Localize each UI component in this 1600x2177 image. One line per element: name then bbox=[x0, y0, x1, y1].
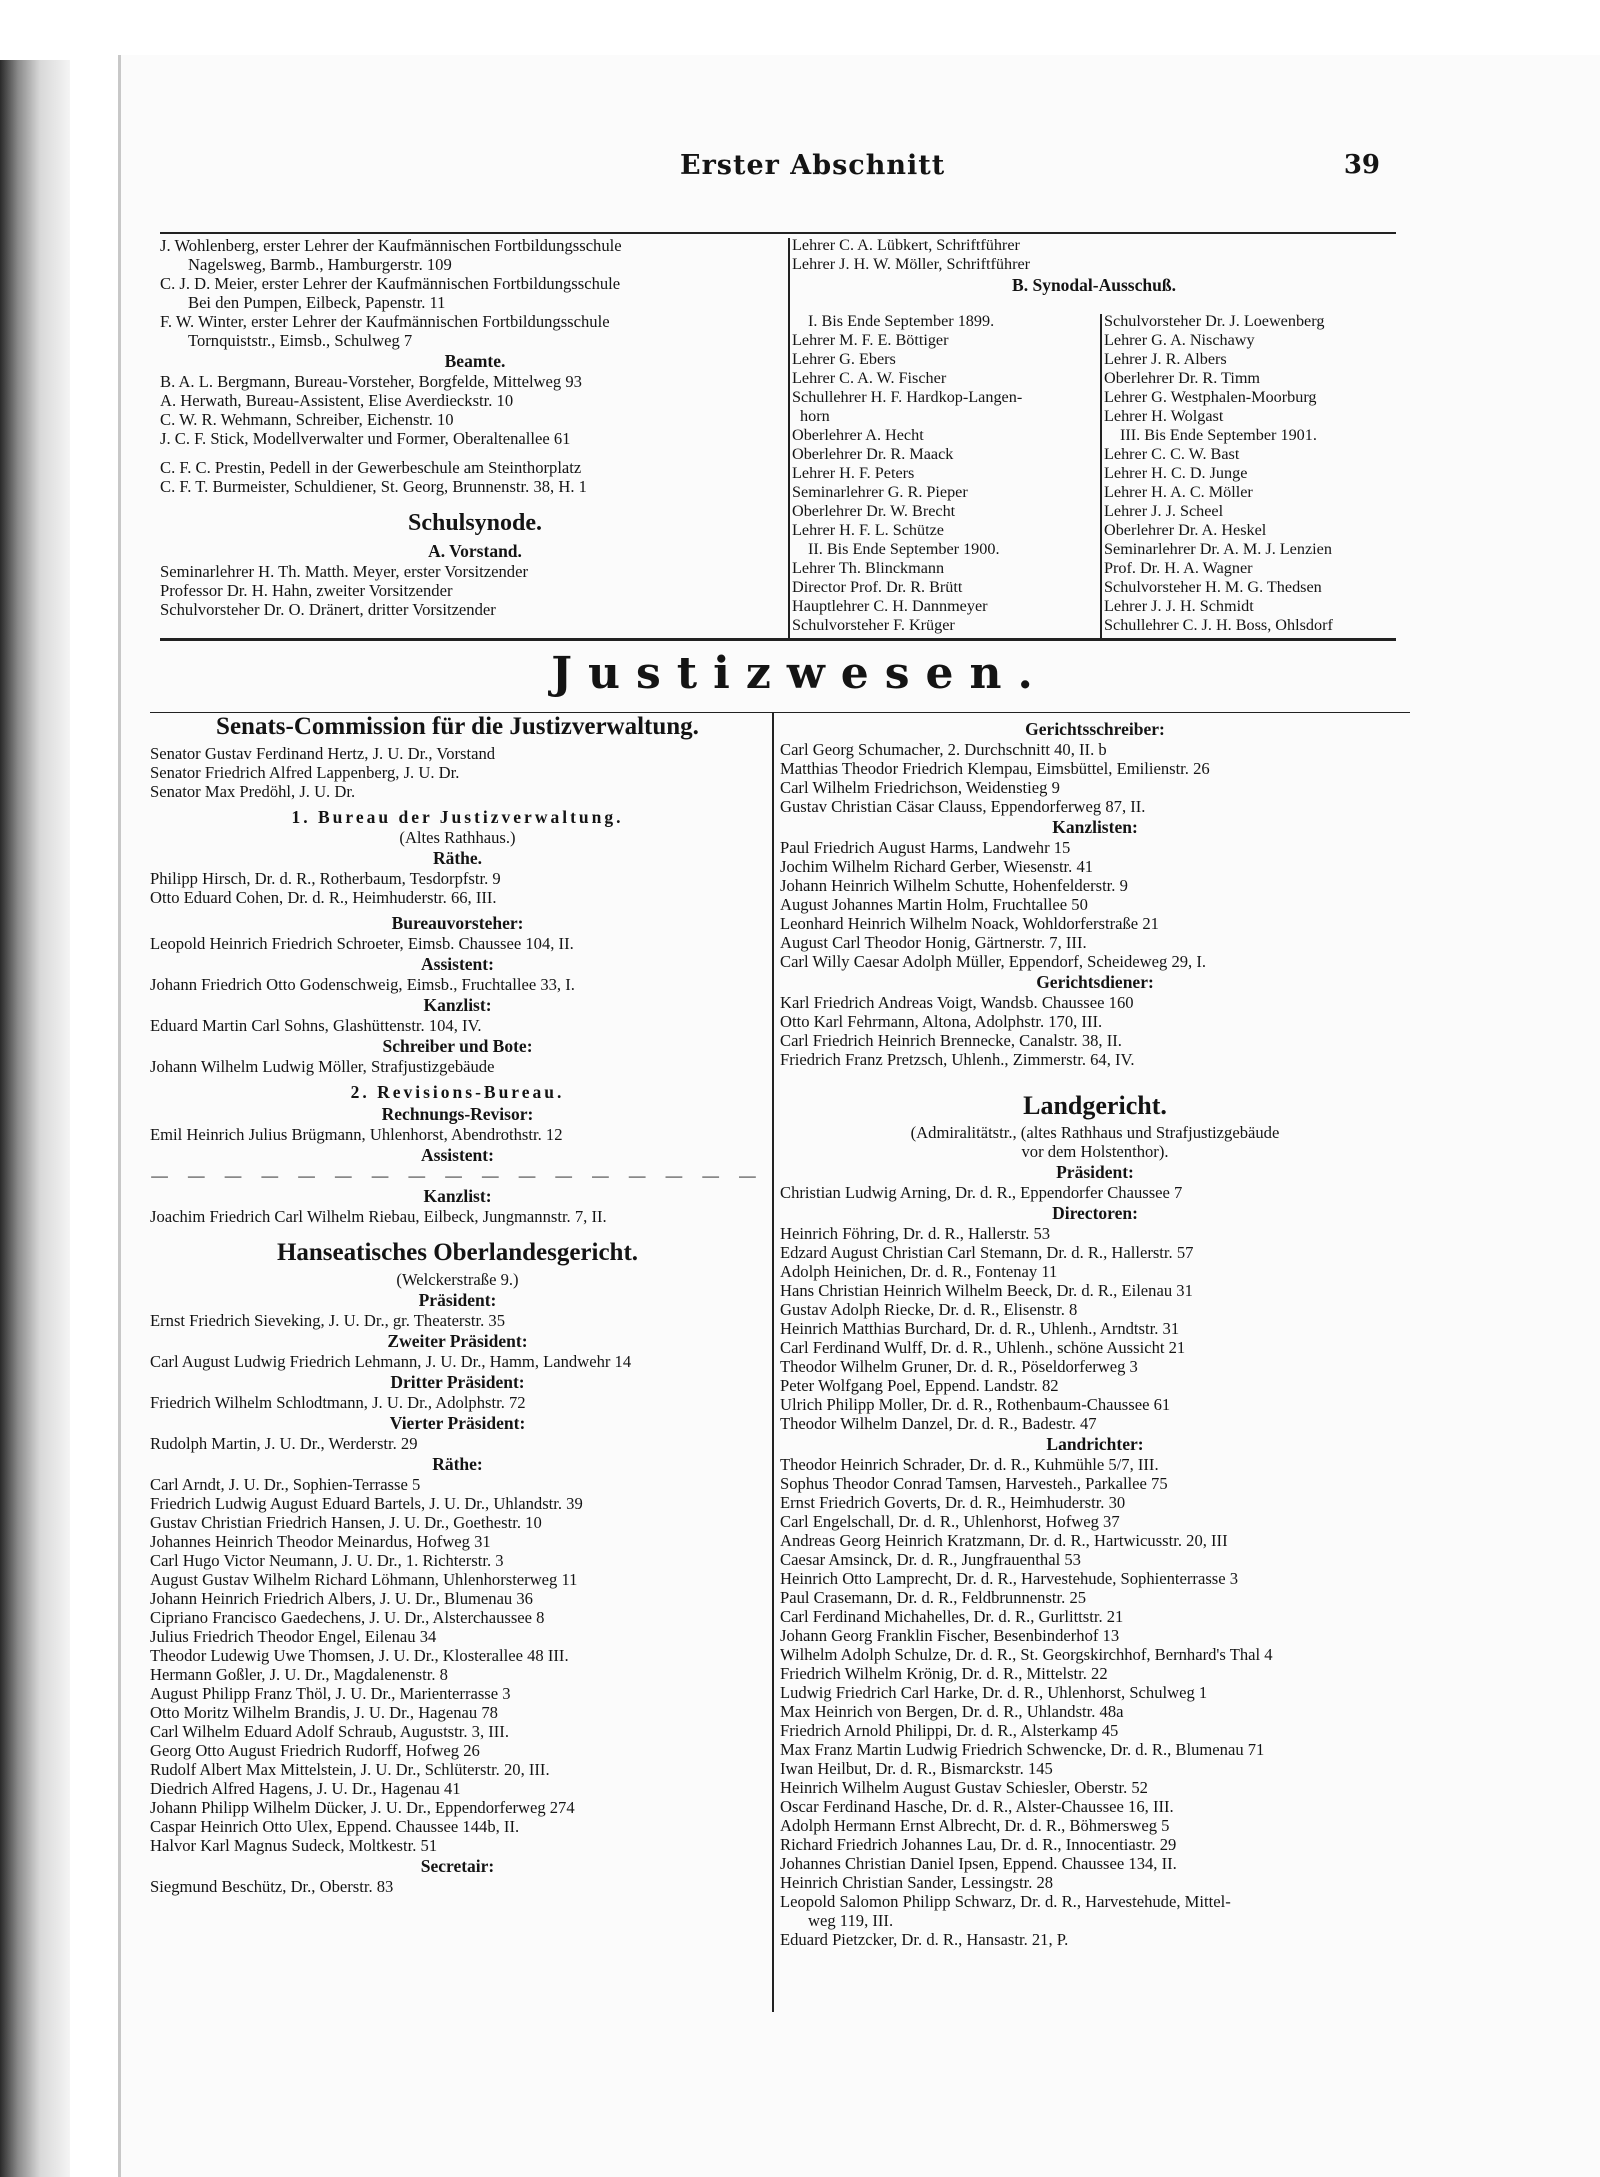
text-line: Oberlehrer Dr. A. Heskel bbox=[1104, 521, 1267, 539]
text-line: Leonhard Heinrich Wilhelm Noack, Wohldorferstraße 21 bbox=[780, 914, 1159, 933]
text-line: Senator Gustav Ferdinand Hertz, J. U. Dr., Vorstand bbox=[150, 744, 496, 763]
text-line: Adolph Hermann Ernst Albrecht, Dr. d. R., Böhmersweg 5 bbox=[780, 1816, 1170, 1835]
text-line: Leopold Heinrich Friedrich Schroeter, Eimsb. Chaussee 104, II. bbox=[150, 934, 574, 953]
text-line: Friedrich Ludwig August Eduard Bartels, J. U. Dr., Uhlandstr. 39 bbox=[150, 1494, 583, 1513]
text-line: Cipriano Francisco Gaedechens, J. U. Dr., Alsterchaussee 8 bbox=[150, 1608, 545, 1627]
heading-oberlandesgericht: Hanseatisches Oberlandesgericht. bbox=[276, 1239, 639, 1266]
heading-assistent: Assistent: bbox=[421, 1145, 494, 1165]
text-line: vor dem Holstenthor). bbox=[1021, 1142, 1169, 1161]
heading-landrichter: Landrichter: bbox=[1046, 1434, 1144, 1454]
heading-raethe: Räthe. bbox=[432, 848, 483, 868]
text-line: Senator Max Predöhl, J. U. Dr. bbox=[150, 782, 356, 801]
scan-page-edge bbox=[0, 60, 70, 2177]
heading-vorstand: A. Vorstand. bbox=[428, 541, 522, 561]
text-line: Otto Eduard Cohen, Dr. d. R., Heimhuderstr. 66, III. bbox=[150, 888, 497, 907]
section-banner-justizwesen: Justizwesen. bbox=[551, 648, 1049, 699]
text-line: A. Herwath, Bureau-Assistent, Elise Averdieckstr. 10 bbox=[160, 391, 514, 410]
text-line: Seminarlehrer H. Th. Matth. Meyer, erster Vorsitzender bbox=[160, 562, 528, 581]
text-line: Johann Friedrich Otto Godenschweig, Eimsb., Fruchtallee 33, I. bbox=[150, 975, 575, 994]
text-line: Lehrer J. J. Scheel bbox=[1104, 502, 1224, 520]
text-line: Johann Heinrich Friedrich Albers, J. U. Dr., Blumenau 36 bbox=[150, 1589, 533, 1608]
text-line: B. A. L. Bergmann, Bureau-Vorsteher, Borgfelde, Mittelweg 93 bbox=[160, 372, 582, 391]
text-line: August Carl Theodor Honig, Gärtnerstr. 7, III. bbox=[780, 933, 1087, 952]
text-line: C. W. R. Wehmann, Schreiber, Eichenstr. 10 bbox=[160, 410, 454, 429]
text-line: Halvor Karl Magnus Sudeck, Moltkestr. 51 bbox=[150, 1836, 438, 1855]
text-line: Nagelsweg, Barmb., Hamburgerstr. 109 bbox=[188, 255, 452, 274]
heading-lg-praesident: Präsident: bbox=[1056, 1162, 1134, 1182]
text-line: Prof. Dr. H. A. Wagner bbox=[1104, 559, 1253, 577]
text-line: Lehrer G. Westphalen-Moorburg bbox=[1104, 388, 1317, 406]
column-divider bbox=[1100, 314, 1102, 640]
text-line: Eduard Martin Carl Sohns, Glashüttenstr. 104, IV. bbox=[150, 1016, 482, 1035]
text-line: Carl Georg Schumacher, 2. Durchschnitt 40, II. b bbox=[780, 740, 1107, 759]
text-line: Oberlehrer A. Hecht bbox=[792, 426, 924, 444]
text-line: Jochim Wilhelm Richard Gerber, Wiesenstr. 41 bbox=[780, 857, 1094, 876]
text-line: Oscar Ferdinand Hasche, Dr. d. R., Alster-Chaussee 16, III. bbox=[780, 1797, 1174, 1816]
text-line: J. C. F. Stick, Modellverwalter und Former, Oberaltenallee 61 bbox=[160, 429, 571, 448]
heading-beamte: Beamte. bbox=[444, 351, 506, 371]
text-line: F. W. Winter, erster Lehrer der Kaufmännischen Fortbildungsschule bbox=[160, 312, 610, 331]
text-line: August Philipp Franz Thöl, J. U. Dr., Marienterrasse 3 bbox=[150, 1684, 511, 1703]
text-line: Johann Wilhelm Ludwig Möller, Strafjustizgebäude bbox=[150, 1057, 495, 1076]
text-line: Edzard August Christian Carl Stemann, Dr. d. R., Hallerstr. 57 bbox=[780, 1243, 1194, 1262]
text-line: Rudolf Albert Max Mittelstein, J. U. Dr., Schlüterstr. 20, III. bbox=[150, 1760, 550, 1779]
text-line: Matthias Theodor Friedrich Klempau, Eimsbüttel, Emilienstr. 26 bbox=[780, 759, 1210, 778]
text-line: Seminarlehrer Dr. A. M. J. Lenzien bbox=[1104, 540, 1332, 558]
text-line: Otto Moritz Wilhelm Brandis, J. U. Dr., Hagenau 78 bbox=[150, 1703, 498, 1722]
text-line: Director Prof. Dr. R. Brütt bbox=[792, 578, 963, 596]
text-line: Ludwig Friedrich Carl Harke, Dr. d. R., Uhlenhorst, Schulweg 1 bbox=[780, 1683, 1208, 1702]
text-line: Lehrer J. R. Albers bbox=[1104, 350, 1227, 368]
text-line: Carl Wilhelm Eduard Adolf Schraub, Auguststr. 3, III. bbox=[150, 1722, 509, 1741]
text-line: Max Franz Martin Ludwig Friedrich Schwencke, Dr. d. R., Blumenau 71 bbox=[780, 1740, 1265, 1759]
running-head bbox=[160, 150, 1380, 182]
text-line: Gustav Adolph Riecke, Dr. d. R., Elisenstr. 8 bbox=[780, 1300, 1078, 1319]
heading-kanzlisten: Kanzlisten: bbox=[1052, 817, 1138, 837]
text-line: Paul Friedrich August Harms, Landwehr 15 bbox=[780, 838, 1071, 857]
heading-revisions-bureau: 2. Revisions-Bureau. bbox=[350, 1082, 565, 1102]
text-line: (Welckerstraße 9.) bbox=[396, 1270, 519, 1289]
text-line: Adolph Heinichen, Dr. d. R., Fontenay 11 bbox=[780, 1262, 1058, 1281]
text-line: Carl Arndt, J. U. Dr., Sophien-Terrasse 5 bbox=[150, 1475, 421, 1494]
text-line: Richard Friedrich Johannes Lau, Dr. d. R., Innocentiastr. 29 bbox=[780, 1835, 1177, 1854]
text-line: Senator Friedrich Alfred Lappenberg, J. U. Dr. bbox=[150, 763, 460, 782]
heading-gerichtsschreiber: Gerichtsschreiber: bbox=[1025, 719, 1165, 739]
text-line: Lehrer H. F. Peters bbox=[792, 464, 915, 482]
text-line: Oberlehrer Dr. R. Maack bbox=[792, 445, 954, 463]
text-line: Lehrer G. A. Nischawy bbox=[1104, 331, 1255, 349]
text-line: Hermann Goßler, J. U. Dr., Magdalenenstr. 8 bbox=[150, 1665, 448, 1684]
text-line: Paul Crasemann, Dr. d. R., Feldbrunnenstr. 25 bbox=[780, 1588, 1087, 1607]
text-line: Heinrich Otto Lamprecht, Dr. d. R., Harvestehude, Sophienterrasse 3 bbox=[780, 1569, 1239, 1588]
heading-dritter-praesident: Dritter Präsident: bbox=[390, 1372, 525, 1392]
vacant-dashes: — — — — — — — — — — — — — — — — — bbox=[151, 1166, 764, 1185]
heading-senats-commission: Senats-Commission für die Justizverwaltung. bbox=[216, 713, 699, 740]
text-line: Lehrer C. A. Lübkert, Schriftführer bbox=[792, 236, 1020, 254]
text-line: Philipp Hirsch, Dr. d. R., Rotherbaum, Tesdorpfstr. 9 bbox=[150, 869, 501, 888]
text-line: Oberlehrer Dr. W. Brecht bbox=[792, 502, 956, 520]
text-line: Rudolph Martin, J. U. Dr., Werderstr. 29 bbox=[150, 1434, 418, 1453]
text-line: (Altes Rathhaus.) bbox=[399, 828, 516, 847]
text-line: Friedrich Wilhelm Krönig, Dr. d. R., Mittelstr. 22 bbox=[780, 1664, 1108, 1683]
text-line: Caspar Heinrich Otto Ulex, Eppend. Chaussee 144b, II. bbox=[150, 1817, 520, 1836]
text-line: Professor Dr. H. Hahn, zweiter Vorsitzender bbox=[160, 581, 453, 600]
text-line: Heinrich Matthias Burchard, Dr. d. R., Uhlenh., Arndtstr. 31 bbox=[780, 1319, 1180, 1338]
text-line: Carl Ferdinand Michahelles, Dr. d. R., Gurlittstr. 21 bbox=[780, 1607, 1124, 1626]
text-line: Theodor Wilhelm Gruner, Dr. d. R., Pöseldorferweg 3 bbox=[780, 1357, 1138, 1376]
top-mid-column bbox=[792, 312, 1102, 635]
text-line: Friedrich Wilhelm Schlodtmann, J. U. Dr., Adolphstr. 72 bbox=[150, 1393, 526, 1412]
text-line: Hans Christian Heinrich Wilhelm Beeck, Dr. d. R., Eilenau 31 bbox=[780, 1281, 1193, 1300]
text-line: Lehrer C. C. W. Bast bbox=[1104, 445, 1240, 463]
lower-right-column bbox=[780, 718, 1410, 1949]
text-line: I. Bis Ende September 1899. bbox=[808, 312, 995, 330]
text-line: C. F. T. Burmeister, Schuldiener, St. Georg, Brunnenstr. 38, H. 1 bbox=[160, 477, 587, 496]
heading-gerichtsdiener: Gerichtsdiener: bbox=[1036, 972, 1154, 992]
text-line: Christian Ludwig Arning, Dr. d. R., Eppendorfer Chaussee 7 bbox=[780, 1183, 1183, 1202]
heading-kanzlist: Kanzlist: bbox=[423, 995, 492, 1015]
text-line: Carl Engelschall, Dr. d. R., Uhlenhorst, Hofweg 37 bbox=[780, 1512, 1120, 1531]
text-line: Lehrer G. Ebers bbox=[792, 350, 896, 368]
text-line: Johann Heinrich Wilhelm Schutte, Hohenfelderstr. 9 bbox=[780, 876, 1128, 895]
top-right-column bbox=[1104, 312, 1396, 635]
top-mid-column-upper bbox=[792, 236, 1396, 296]
text-line: Theodor Heinrich Schrader, Dr. d. R., Kuhmühle 5/7, III. bbox=[780, 1455, 1159, 1474]
page-number: 39 bbox=[1343, 150, 1380, 180]
top-left-column bbox=[160, 236, 790, 619]
text-line: Heinrich Christian Sander, Lessingstr. 28 bbox=[780, 1873, 1054, 1892]
text-line: Otto Karl Fehrmann, Altona, Adolphstr. 170, III. bbox=[780, 1012, 1103, 1031]
section-rule bbox=[160, 638, 1396, 641]
text-line: Johann Georg Franklin Fischer, Besenbinderhof 13 bbox=[780, 1626, 1120, 1645]
text-line: Ernst Friedrich Sieveking, J. U. Dr., gr. Theaterstr. 35 bbox=[150, 1311, 506, 1330]
text-line: Lehrer J. J. H. Schmidt bbox=[1104, 597, 1254, 615]
heading-directoren: Directoren: bbox=[1052, 1203, 1138, 1223]
text-line: Heinrich Wilhelm August Gustav Schiesler, Oberstr. 52 bbox=[780, 1778, 1148, 1797]
header-rule bbox=[160, 232, 1396, 234]
heading-bureauvorsteher: Bureauvorsteher: bbox=[391, 913, 524, 933]
text-line: August Johannes Martin Holm, Fruchtallee 50 bbox=[780, 895, 1088, 914]
heading-synodal-ausschuss: B. Synodal-Ausschuß. bbox=[1012, 275, 1176, 295]
text-line: Friedrich Arnold Philippi, Dr. d. R., Alsterkamp 45 bbox=[780, 1721, 1119, 1740]
text-line: Johannes Christian Daniel Ipsen, Eppend. Chaussee 134, II. bbox=[780, 1854, 1177, 1873]
text-line: III. Bis Ende September 1901. bbox=[1120, 426, 1317, 444]
text-line: Schulvorsteher Dr. O. Dränert, dritter Vorsitzender bbox=[160, 600, 496, 619]
text-line: Johann Philipp Wilhelm Dücker, J. U. Dr., Eppendorferweg 274 bbox=[150, 1798, 575, 1817]
heading-assistent: Assistent: bbox=[421, 954, 494, 974]
text-line: Max Heinrich von Bergen, Dr. d. R., Uhlandstr. 48a bbox=[780, 1702, 1124, 1721]
text-line: Peter Wolfgang Poel, Eppend. Landstr. 82 bbox=[780, 1376, 1059, 1395]
text-line: Theodor Wilhelm Danzel, Dr. d. R., Badestr. 47 bbox=[780, 1414, 1097, 1433]
text-line: Lehrer C. A. W. Fischer bbox=[792, 369, 947, 387]
text-line: Emil Heinrich Julius Brügmann, Uhlenhorst, Abendrothstr. 12 bbox=[150, 1125, 563, 1144]
text-line: Schullehrer C. J. H. Boss, Ohlsdorf bbox=[1104, 616, 1333, 634]
heading-schreiber: Schreiber und Bote: bbox=[382, 1036, 533, 1056]
text-line: Gustav Christian Friedrich Hansen, J. U. Dr., Goethestr. 10 bbox=[150, 1513, 542, 1532]
text-line: II. Bis Ende September 1900. bbox=[808, 540, 1000, 558]
text-line: Sophus Theodor Conrad Tamsen, Harvesteh., Parkallee 75 bbox=[780, 1474, 1168, 1493]
text-line: Lehrer H. Wolgast bbox=[1104, 407, 1224, 425]
text-line: Schullehrer H. F. Hardkop-Langen- bbox=[792, 388, 1023, 406]
heading-zweiter-praesident: Zweiter Präsident: bbox=[387, 1331, 528, 1351]
text-line: Tornquiststr., Eimsb., Schulweg 7 bbox=[188, 331, 413, 350]
text-line: Lehrer H. C. D. Junge bbox=[1104, 464, 1248, 482]
column-divider bbox=[772, 712, 774, 2012]
text-line: Joachim Friedrich Carl Wilhelm Riebau, Eilbeck, Jungmannstr. 7, II. bbox=[150, 1207, 607, 1226]
text-line: Carl Friedrich Heinrich Brennecke, Canalstr. 38, II. bbox=[780, 1031, 1122, 1050]
text-line: horn bbox=[800, 407, 830, 425]
text-line: Carl Hugo Victor Neumann, J. U. Dr., 1. Richterstr. 3 bbox=[150, 1551, 504, 1570]
text-line: Andreas Georg Heinrich Kratzmann, Dr. d. R., Hartwicusstr. 20, III bbox=[780, 1531, 1228, 1550]
heading-kanzlist: Kanzlist: bbox=[423, 1186, 492, 1206]
lower-left-column bbox=[150, 710, 765, 1896]
text-line: Schulvorsteher F. Krüger bbox=[792, 616, 955, 634]
text-line: Siegmund Beschütz, Dr., Oberstr. 83 bbox=[150, 1877, 394, 1896]
text-line: Carl Ferdinand Wulff, Dr. d. R., Uhlenh., schöne Aussicht 21 bbox=[780, 1338, 1186, 1357]
text-line: Julius Friedrich Theodor Engel, Eilenau 34 bbox=[150, 1627, 437, 1646]
text-line: Theodor Ludewig Uwe Thomsen, J. U. Dr., Klosterallee 48 III. bbox=[150, 1646, 569, 1665]
heading-schulsynode: Schulsynode. bbox=[407, 510, 543, 536]
text-line: Lehrer M. F. E. Böttiger bbox=[792, 331, 949, 349]
text-line: Georg Otto August Friedrich Rudorff, Hofweg 26 bbox=[150, 1741, 480, 1760]
text-line: Wilhelm Adolph Schulze, Dr. d. R., St. Georgskirchhof, Bernhard's Thal 4 bbox=[780, 1645, 1273, 1664]
text-line: Johannes Heinrich Theodor Meinardus, Hofweg 31 bbox=[150, 1532, 491, 1551]
text-line: C. F. C. Prestin, Pedell in der Gewerbeschule am Steinthorplatz bbox=[160, 458, 582, 477]
heading-olg-raethe: Räthe: bbox=[432, 1454, 483, 1474]
text-line: Karl Friedrich Andreas Voigt, Wandsb. Chaussee 160 bbox=[780, 993, 1134, 1012]
text-line: Hauptlehrer C. H. Dannmeyer bbox=[792, 597, 988, 615]
heading-bureau: 1. Bureau der Justizverwaltung. bbox=[291, 807, 624, 827]
text-line: August Gustav Wilhelm Richard Löhmann, Uhlenhorsterweg 11 bbox=[150, 1570, 578, 1589]
text-line: weg 119, III. bbox=[808, 1911, 894, 1930]
heading-landgericht: Landgericht. bbox=[1023, 1091, 1167, 1120]
heading-praesident: Präsident: bbox=[418, 1290, 497, 1310]
text-line: C. J. D. Meier, erster Lehrer der Kaufmännischen Fortbildungsschule bbox=[160, 274, 621, 293]
text-line: Seminarlehrer G. R. Pieper bbox=[792, 483, 968, 501]
text-line: Lehrer H. F. L. Schütze bbox=[792, 521, 944, 539]
heading-rechnungs-revisor: Rechnungs-Revisor: bbox=[381, 1104, 534, 1124]
text-line: Ernst Friedrich Goverts, Dr. d. R., Heimhuderstr. 30 bbox=[780, 1493, 1126, 1512]
text-line: Diedrich Alfred Hagens, J. U. Dr., Hagenau 41 bbox=[150, 1779, 461, 1798]
text-line: Caesar Amsinck, Dr. d. R., Jungfrauenthal 53 bbox=[780, 1550, 1081, 1569]
text-line: Eduard Pietzcker, Dr. d. R., Hansastr. 21, P. bbox=[780, 1930, 1069, 1949]
heading-secretair: Secretair: bbox=[420, 1856, 495, 1876]
text-line: Lehrer H. A. C. Möller bbox=[1104, 483, 1253, 501]
text-line: J. Wohlenberg, erster Lehrer der Kaufmännischen Fortbildungsschule bbox=[160, 236, 622, 255]
text-line: Gustav Christian Cäsar Clauss, Eppendorferweg 87, II. bbox=[780, 797, 1146, 816]
text-line: Carl Willy Caesar Adolph Müller, Eppendorf, Scheideweg 29, I. bbox=[780, 952, 1207, 971]
heading-vierter-praesident: Vierter Präsident: bbox=[389, 1413, 526, 1433]
text-line: Heinrich Föhring, Dr. d. R., Hallerstr. 53 bbox=[780, 1224, 1051, 1243]
text-line: Iwan Heilbut, Dr. d. R., Bismarckstr. 145 bbox=[780, 1759, 1053, 1778]
text-line: Schulvorsteher H. M. G. Thedsen bbox=[1104, 578, 1322, 596]
text-line: Lehrer Th. Blinckmann bbox=[792, 559, 945, 577]
text-line: Ulrich Philipp Moller, Dr. d. R., Rothenbaum-Chaussee 61 bbox=[780, 1395, 1171, 1414]
text-line: (Admiralitätstr., (altes Rathhaus und Strafjustizgebäude bbox=[910, 1123, 1280, 1142]
text-line: Lehrer J. H. W. Möller, Schriftführer bbox=[792, 255, 1031, 273]
text-line: Leopold Salomon Philipp Schwarz, Dr. d. R., Harvestehude, Mittel- bbox=[780, 1892, 1231, 1911]
text-line: Carl Wilhelm Friedrichson, Weidenstieg 9 bbox=[780, 778, 1060, 797]
text-line: Oberlehrer Dr. R. Timm bbox=[1104, 369, 1261, 387]
text-line: Bei den Pumpen, Eilbeck, Papenstr. 11 bbox=[188, 293, 446, 312]
text-line: Friedrich Franz Pretzsch, Uhlenh., Zimmerstr. 64, IV. bbox=[780, 1050, 1135, 1069]
column-divider bbox=[788, 238, 790, 640]
text-line: Carl August Ludwig Friedrich Lehmann, J. U. Dr., Hamm, Landwehr 14 bbox=[150, 1352, 632, 1371]
text-line: Schulvorsteher Dr. J. Loewenberg bbox=[1104, 312, 1325, 330]
section-title: Erster Abschnitt bbox=[680, 150, 946, 181]
